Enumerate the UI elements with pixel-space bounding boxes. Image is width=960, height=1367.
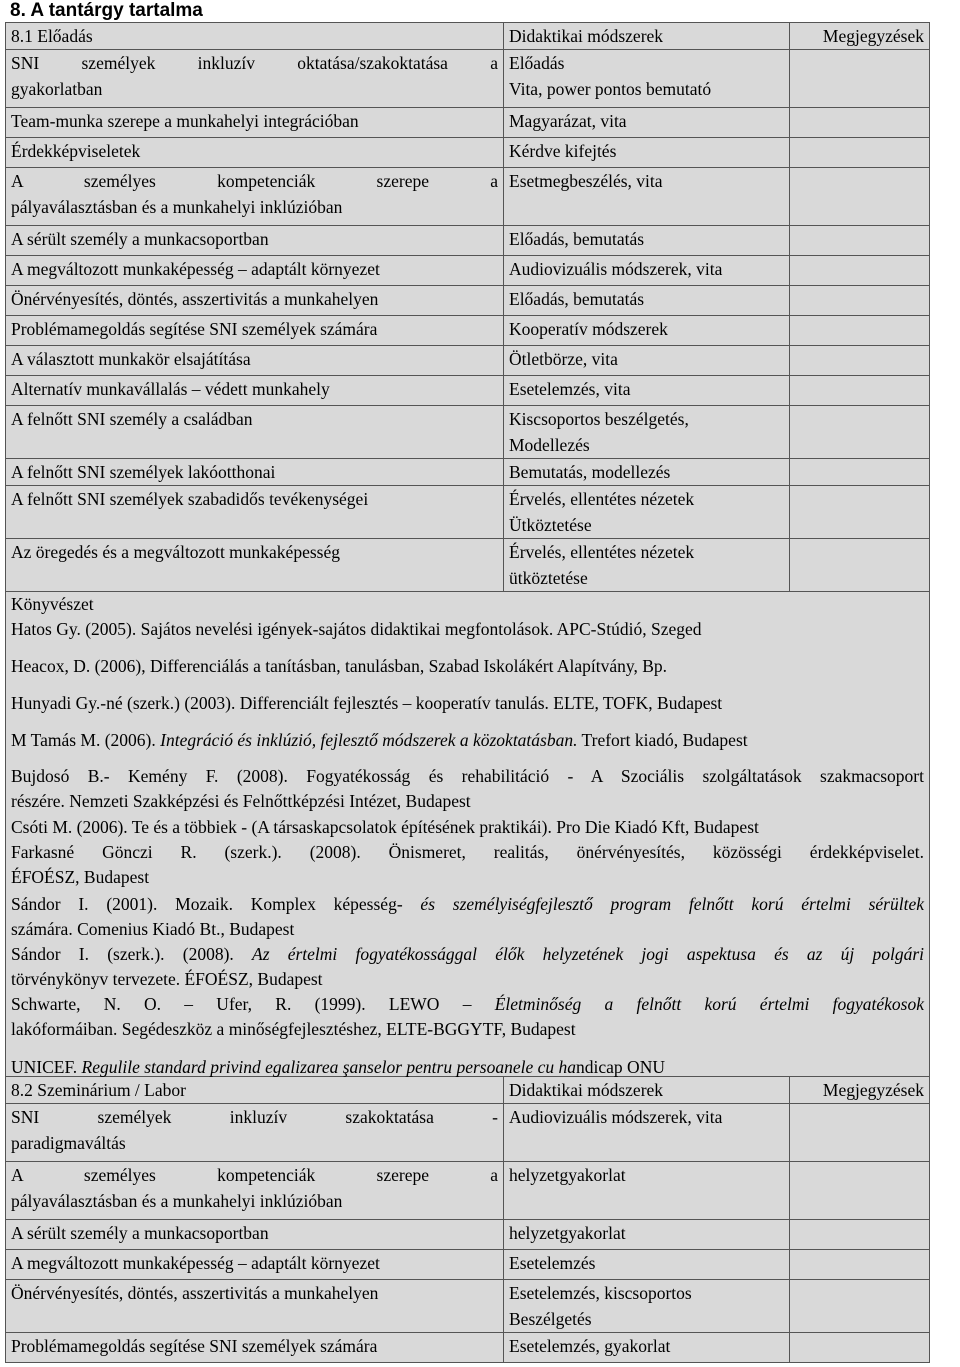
entry-line: Farkasné Gönczi R. (szerk.). (2008). Önismeret, realitás, önérvényesítés, közösségi érdekképviselet.: [11, 842, 924, 862]
entry-text: ndicap ONU: [576, 1057, 665, 1077]
bibliography-entry: [11, 1054, 924, 1076]
bibliography-entry: [11, 727, 924, 764]
method-text: Esetmegbeszélés, vita: [509, 171, 663, 191]
seminar-topic-cell: [6, 1333, 504, 1363]
topic-text: Alternatív munkavállalás – védett munkahely: [11, 379, 330, 399]
seminar-method-cell: [504, 1104, 790, 1162]
bibliography-cell: [6, 592, 930, 1077]
topic-line: paradigmaváltás: [11, 1133, 126, 1153]
seminar-topic-cell: [6, 1250, 504, 1280]
method-text: Esetelemzés, vita: [509, 379, 631, 399]
entry-italic-title: és személyiségfejlesztő program felnőtt korú értelmi sérültek: [420, 894, 924, 914]
lecture-header-row: [6, 23, 930, 50]
lecture-row: [6, 226, 930, 256]
lecture-notes-cell: [790, 376, 930, 406]
topic-text: Önérvényesítés, döntés, asszertivitás a munkahelyen: [11, 289, 379, 309]
bibliography-entry: [11, 892, 924, 942]
lecture-row: [6, 286, 930, 316]
method-text: Esetelemzés, gyakorlat: [509, 1336, 671, 1356]
lecture-row: [6, 539, 930, 592]
entry-line: [11, 992, 924, 1017]
entry-text: Hunyadi Gy.-né (szerk.) (2003). Differenciált fejlesztés – kooperatív tanulás. ELTE, TOFK, Budapest: [11, 693, 723, 713]
lecture-topic-cell: [6, 459, 504, 486]
method-line: Beszélgetés: [509, 1309, 592, 1329]
lecture-row: [6, 376, 930, 406]
entry-text: Schwarte, N. O. – Ufer, R. (1999). LEWO –: [11, 994, 495, 1014]
seminar-notes-cell: [790, 1280, 930, 1333]
lecture-notes-cell: [790, 108, 930, 138]
lecture-row: [6, 316, 930, 346]
topic-text: A megváltozott munkaképesség – adaptált környezet: [11, 1253, 380, 1273]
entry-text: Csóti M. (2006). Te és a többiek - (A társaskapcsolatok építésének praktikái). Pro Die Kiadó Kft, Budapest: [11, 817, 759, 837]
topic-line: A személyes kompetenciák szerepe a: [11, 171, 498, 191]
entry-italic-title: Az értelmi fogyatékossággal élők helyzetének jogi aspektusa és az új polgári: [252, 944, 925, 964]
lecture-method-cell: [504, 316, 790, 346]
seminar-notes-cell: [790, 1162, 930, 1220]
seminar-method-cell: [504, 1220, 790, 1250]
topic-text: Problémamegoldás segítése SNI személyek számára: [11, 1336, 378, 1356]
method-line: Érvelés, ellentétes nézetek: [509, 542, 695, 562]
lecture-row: [6, 168, 930, 226]
method-text: Előadás, bemutatás: [509, 229, 645, 249]
method-text: Ötletbörze, vita: [509, 349, 618, 369]
method-line: Előadás: [509, 53, 565, 73]
seminar-notes-cell: [790, 1250, 930, 1280]
lecture-method-cell: [504, 406, 790, 459]
method-text: Magyarázat, vita: [509, 111, 627, 131]
lecture-header-methods: Didaktikai módszerek: [504, 23, 790, 50]
lecture-method-cell: [504, 459, 790, 486]
lecture-method-cell: [504, 226, 790, 256]
lecture-row: [6, 346, 930, 376]
lecture-header-topic: 8.1 Előadás: [6, 23, 504, 50]
method-line: Kiscsoportos beszélgetés,: [509, 409, 689, 429]
lecture-notes-cell: [790, 539, 930, 592]
lecture-method-cell: [504, 108, 790, 138]
entry-text: Hatos Gy. (2005). Sajátos nevelési igények-sajátos didaktikai megfontolások. APC-Stúdió, Szeged: [11, 619, 702, 639]
lecture-notes-cell: [790, 256, 930, 286]
lecture-row: [6, 138, 930, 168]
topic-text: Önérvényesítés, döntés, asszertivitás a munkahelyen: [11, 1283, 379, 1303]
topic-line: SNI személyek inkluzív oktatása/szakoktatása a: [11, 53, 498, 73]
topic-line: pályaválasztásban és a munkahelyi inklúzióban: [11, 1191, 343, 1211]
seminar-method-cell: [504, 1250, 790, 1280]
seminar-row: [6, 1220, 930, 1250]
seminar-topic-cell: [6, 1162, 504, 1220]
topic-text: Problémamegoldás segítése SNI személyek számára: [11, 319, 378, 339]
method-text: Kérdve kifejtés: [509, 141, 617, 161]
lecture-topic-cell: [6, 346, 504, 376]
lecture-notes-cell: [790, 316, 930, 346]
entry-line: ÉFOÉSZ, Budapest: [11, 867, 150, 887]
seminar-method-cell: [504, 1162, 790, 1220]
lecture-method-cell: [504, 376, 790, 406]
lecture-topic-cell: [6, 539, 504, 592]
entry-text: Sándor I. (2001). Mozaik. Komplex képesség-: [11, 894, 421, 914]
seminar-notes-cell: [790, 1220, 930, 1250]
lecture-topic-cell: [6, 406, 504, 459]
lecture-row: [6, 108, 930, 138]
method-text: Előadás, bemutatás: [509, 289, 645, 309]
lecture-row: [6, 50, 930, 108]
lecture-topic-cell: [6, 50, 504, 108]
course-content-table: [5, 22, 930, 1363]
seminar-notes-cell: [790, 1333, 930, 1363]
bibliography-entry: [11, 992, 924, 1054]
seminar-notes-cell: [790, 1104, 930, 1162]
method-line: Vita, power pontos bemutató: [509, 79, 712, 99]
bibliography-entry: [11, 764, 924, 814]
method-text: Kooperatív módszerek: [509, 319, 668, 339]
lecture-topic-cell: [6, 316, 504, 346]
topic-text: Team-munka szerepe a munkahelyi integrációban: [11, 111, 359, 131]
lecture-notes-cell: [790, 406, 930, 459]
method-text: Audiovizuális módszerek, vita: [509, 259, 723, 279]
lecture-method-cell: [504, 168, 790, 226]
entry-text: Trefort kiadó, Budapest: [577, 730, 748, 750]
seminar-header-topic: 8.2 Szeminárium / Labor: [6, 1077, 504, 1104]
topic-text: A felnőtt SNI személyek szabadidős tevékenységei: [11, 489, 369, 509]
entry-italic-title: Integráció és inklúzió, fejlesztő módszerek a közoktatásban.: [160, 730, 578, 750]
lecture-header-notes: Megjegyzések: [790, 23, 930, 50]
method-line: Ütköztetése: [509, 515, 592, 535]
entry-italic-title: Életminőség a felnőtt korú értelmi fogyatékosok: [494, 994, 924, 1014]
seminar-method-cell: [504, 1280, 790, 1333]
lecture-row: [6, 486, 930, 539]
seminar-header-methods: Didaktikai módszerek: [504, 1077, 790, 1104]
lecture-method-cell: [504, 138, 790, 168]
lecture-topic-cell: [6, 286, 504, 316]
lecture-notes-cell: [790, 138, 930, 168]
lecture-topic-cell: [6, 138, 504, 168]
seminar-topic-cell: [6, 1104, 504, 1162]
topic-line: pályaválasztásban és a munkahelyi inklúzióban: [11, 197, 343, 217]
entry-line: törvénykönyv tervezete. ÉFOÉSZ, Budapest: [11, 969, 323, 989]
lecture-topic-cell: [6, 168, 504, 226]
entry-text: M Tamás M. (2006).: [11, 730, 161, 750]
topic-line: SNI személyek inkluzív szakoktatása -: [11, 1107, 498, 1127]
topic-text: Az öregedés és a megváltozott munkaképesség: [11, 542, 340, 562]
topic-text: A felnőtt SNI személy a családban: [11, 409, 253, 429]
lecture-topic-cell: [6, 256, 504, 286]
entry-line: részére. Nemzeti Szakképzési és Felnőttképzési Intézet, Budapest: [11, 791, 471, 811]
method-text: Esetelemzés: [509, 1253, 596, 1273]
entry-text: Heacox, D. (2006), Differenciálás a tanításban, tanulásban, Szabad Iskolákért Alapítvány, Bp.: [11, 656, 668, 676]
method-text: Bemutatás, modellezés: [509, 462, 671, 482]
topic-text: A felnőtt SNI személyek lakóotthonai: [11, 462, 276, 482]
seminar-row: [6, 1250, 930, 1280]
bibliography-entry: [11, 942, 924, 992]
lecture-topic-cell: [6, 226, 504, 256]
lecture-notes-cell: [790, 459, 930, 486]
lecture-method-cell: [504, 346, 790, 376]
method-line: Esetelemzés, kiscsoportos: [509, 1283, 692, 1303]
method-line: Érvelés, ellentétes nézetek: [509, 489, 695, 509]
lecture-method-cell: [504, 539, 790, 592]
lecture-notes-cell: [790, 286, 930, 316]
method-text: helyzetgyakorlat: [509, 1165, 626, 1185]
lecture-row: [6, 406, 930, 459]
lecture-method-cell: [504, 486, 790, 539]
bibliography-entry: [11, 814, 924, 840]
method-text: Audiovizuális módszerek, vita: [509, 1107, 723, 1127]
bibliography-entry: [11, 616, 924, 653]
method-text: helyzetgyakorlat: [509, 1223, 626, 1243]
bibliography-entry: [11, 690, 924, 727]
topic-line: A személyes kompetenciák szerepe a: [11, 1165, 498, 1185]
bibliography-entry: [11, 840, 924, 892]
lecture-notes-cell: [790, 168, 930, 226]
seminar-row: [6, 1280, 930, 1333]
topic-text: A sérült személy a munkacsoportban: [11, 1223, 269, 1243]
seminar-row: [6, 1333, 930, 1363]
entry-text: UNICEF.: [11, 1057, 82, 1077]
seminar-topic-cell: [6, 1280, 504, 1333]
lecture-method-cell: [504, 50, 790, 108]
section-heading: 8. A tantárgy tartalma: [10, 0, 203, 21]
lecture-method-cell: [504, 286, 790, 316]
seminar-method-cell: [504, 1333, 790, 1363]
entry-line: lakóformáiban. Segédeszköz a minőségfejlesztéshez, ELTE-BGGYTF, Budapest: [11, 1019, 576, 1039]
method-line: Modellezés: [509, 435, 590, 455]
lecture-topic-cell: [6, 486, 504, 539]
bibliography-entry: [11, 653, 924, 690]
bibliography-row: [6, 592, 930, 1077]
topic-text: A választott munkakör elsajátítása: [11, 349, 251, 369]
seminar-header-row: [6, 1077, 930, 1104]
entry-italic-title: Regulile standard privind egalizarea şanselor pentru persoanele cu ha: [81, 1057, 577, 1077]
entry-line: [11, 892, 924, 917]
entry-text: Sándor I. (szerk.). (2008).: [11, 944, 252, 964]
lecture-notes-cell: [790, 50, 930, 108]
seminar-row: [6, 1104, 930, 1162]
method-line: ütköztetése: [509, 568, 588, 588]
lecture-topic-cell: [6, 376, 504, 406]
seminar-row: [6, 1162, 930, 1220]
topic-text: Érdekképviseletek: [11, 141, 141, 161]
bibliography-title: Könyvészet: [11, 594, 94, 614]
entry-line: [11, 942, 924, 967]
lecture-notes-cell: [790, 346, 930, 376]
lecture-notes-cell: [790, 486, 930, 539]
lecture-row: [6, 459, 930, 486]
topic-text: A sérült személy a munkacsoportban: [11, 229, 269, 249]
entry-line: számára. Comenius Kiadó Bt., Budapest: [11, 919, 295, 939]
seminar-header-notes: Megjegyzések: [790, 1077, 930, 1104]
lecture-row: [6, 256, 930, 286]
lecture-method-cell: [504, 256, 790, 286]
seminar-topic-cell: [6, 1220, 504, 1250]
lecture-topic-cell: [6, 108, 504, 138]
topic-text: A megváltozott munkaképesség – adaptált környezet: [11, 259, 380, 279]
lecture-notes-cell: [790, 226, 930, 256]
entry-line: Bujdosó B.- Kemény F. (2008). Fogyatékosság és rehabilitáció - A Szociális szolgáltatások szakmacsoport: [11, 766, 924, 786]
topic-line: gyakorlatban: [11, 79, 103, 99]
